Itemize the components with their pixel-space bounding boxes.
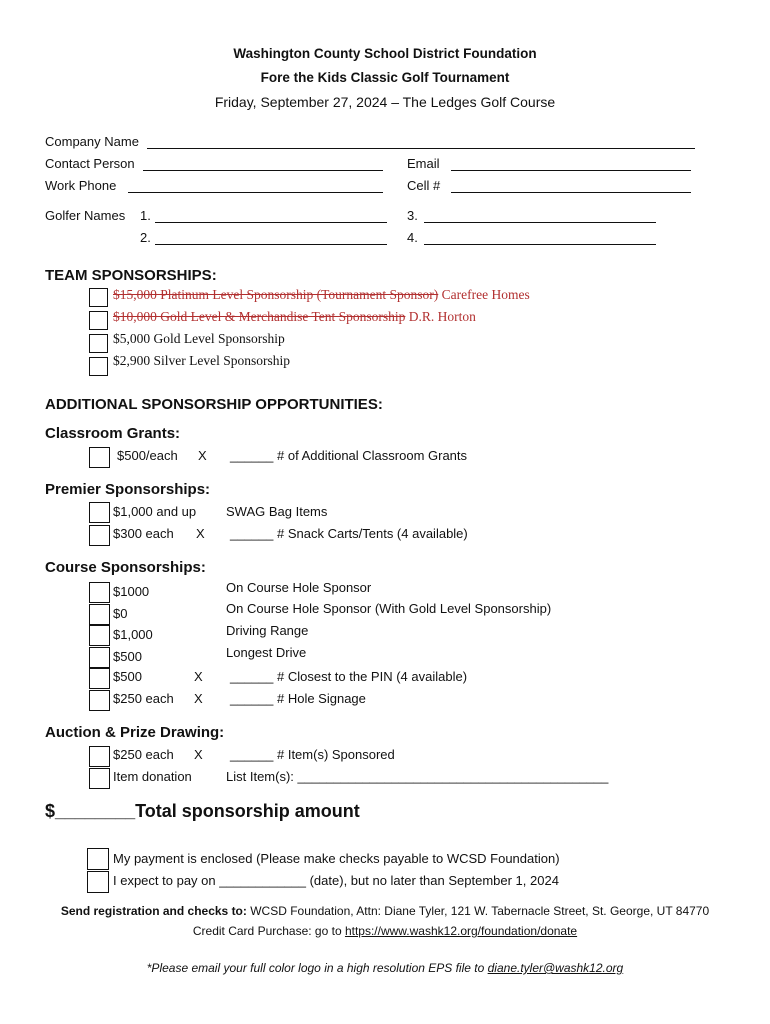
driving-range-desc: Driving Range [226, 623, 309, 638]
company-name-field[interactable] [147, 148, 695, 149]
longest-drive-desc: Longest Drive [226, 645, 307, 660]
hole-signage-x: X [194, 691, 203, 706]
closest-pin-price: $500 [113, 669, 142, 684]
cell-field[interactable] [451, 192, 691, 193]
team-sponsorships-heading: TEAM SPONSORSHIPS: [45, 267, 217, 284]
golfer-2-field[interactable] [155, 244, 387, 245]
swag-price: $1,000 and up [113, 504, 197, 519]
hole-sponsor-gold-price: $0 [113, 606, 128, 621]
golfer-4-number: 4. [407, 230, 418, 245]
cell-label: Cell # [407, 178, 441, 193]
golfer-4-field[interactable] [424, 244, 656, 245]
work-phone-field[interactable] [128, 192, 383, 193]
golfer-3-number: 3. [407, 208, 418, 223]
team-item-2 [113, 309, 476, 325]
hole-signage-checkbox[interactable] [89, 690, 110, 711]
silver-option-text: $2,900 Silver Level Sponsorship [113, 353, 290, 368]
snack-cart-x: X [196, 526, 205, 541]
company-name-label: Company Name [45, 134, 139, 149]
pay-later-text: I expect to pay on ____________ (date), but no later than September 1, 2024 [113, 873, 559, 888]
work-phone-label: Work Phone [45, 178, 117, 193]
swag-checkbox[interactable] [89, 502, 110, 523]
hole-sponsor-price: $1000 [113, 584, 150, 599]
closest-pin-x: X [194, 669, 203, 684]
item-donation-list: List Item(s): ___________________________________________ [226, 769, 609, 784]
classroom-x: X [198, 448, 207, 463]
classroom-heading: Classroom Grants: [45, 425, 181, 442]
logo-note: *Please email your full color logo in a high resolution EPS file to [146, 961, 488, 975]
classroom-price: $500/each [117, 448, 178, 463]
hole-sponsor-gold-checkbox[interactable] [89, 604, 110, 625]
platinum-option-text: $15,000 Platinum Level Sponsorship (Tournament Sponsor) [113, 287, 439, 302]
email-field[interactable] [451, 170, 691, 171]
golfer-1-field[interactable] [155, 222, 387, 223]
gold-merch-sponsor-name: D.R. Horton [408, 309, 476, 324]
send-registration-line [0, 904, 770, 918]
item-donation-checkbox[interactable] [89, 768, 110, 789]
classroom-desc: ______ # of Additional Classroom Grants [230, 448, 468, 463]
golfer-3-field[interactable] [424, 222, 656, 223]
platinum-checkbox[interactable] [89, 288, 108, 307]
gold-option-text: $5,000 Gold Level Sponsorship [113, 331, 285, 346]
longest-drive-price: $500 [113, 649, 142, 664]
auction-sponsor-price: $250 each [113, 747, 174, 762]
send-address: WCSD Foundation, Attn: Diane Tyler, 121 W. Tabernacle Street, St. George, UT 84770 [246, 904, 710, 918]
golfer-2-number: 2. [140, 230, 151, 245]
email-label: Email [407, 156, 440, 171]
credit-card-label: Credit Card Purchase: go to [192, 924, 345, 938]
send-label: Send registration and checks to: [60, 904, 247, 918]
additional-heading: ADDITIONAL SPONSORSHIP OPPORTUNITIES: [45, 396, 383, 413]
total-sponsorship-amount: $________Total sponsorship amount [45, 801, 360, 821]
longest-drive-checkbox[interactable] [89, 647, 110, 668]
pay-later-checkbox[interactable] [87, 871, 109, 893]
golfer-names-label: Golfer Names [45, 208, 126, 223]
classroom-checkbox[interactable] [89, 447, 110, 468]
hole-sponsor-checkbox[interactable] [89, 582, 110, 603]
snack-cart-price: $300 each [113, 526, 174, 541]
credit-card-line [0, 924, 770, 938]
donate-link[interactable]: https://www.washk12.org/foundation/donate [344, 924, 578, 938]
payment-enclosed-checkbox[interactable] [87, 848, 109, 870]
closest-pin-desc: ______ # Closest to the PIN (4 available) [230, 669, 468, 684]
course-heading: Course Sponsorships: [45, 559, 206, 576]
hole-sponsor-desc: On Course Hole Sponsor [226, 580, 372, 595]
gold-merch-checkbox[interactable] [89, 311, 108, 330]
payment-enclosed-text: My payment is enclosed (Please make checks payable to WCSD Foundation) [113, 851, 560, 866]
auction-sponsor-checkbox[interactable] [89, 746, 110, 767]
silver-checkbox[interactable] [89, 357, 108, 376]
hole-sponsor-gold-desc: On Course Hole Sponsor (With Gold Level Sponsorship) [226, 601, 552, 616]
snack-cart-checkbox[interactable] [89, 525, 110, 546]
hole-signage-price: $250 each [113, 691, 174, 706]
driving-range-price: $1,000 [113, 627, 153, 642]
premier-heading: Premier Sponsorships: [45, 481, 211, 498]
auction-heading: Auction & Prize Drawing: [45, 724, 225, 741]
driving-range-checkbox[interactable] [89, 625, 110, 646]
contact-person-label: Contact Person [45, 156, 135, 171]
auction-sponsor-desc: ______ # Item(s) Sponsored [230, 747, 395, 762]
closest-pin-checkbox[interactable] [89, 668, 110, 689]
gold-checkbox[interactable] [89, 334, 108, 353]
email-link[interactable]: diane.tyler@washk12.org [487, 961, 624, 975]
item-donation-label: Item donation [113, 769, 192, 784]
team-item-1 [113, 287, 530, 303]
swag-desc: SWAG Bag Items [226, 504, 328, 519]
contact-person-field[interactable] [143, 170, 383, 171]
org-title: Washington County School District Foundation [233, 46, 537, 61]
event-date-location: Friday, September 27, 2024 – The Ledges Golf Course [214, 94, 556, 110]
auction-sponsor-x: X [194, 747, 203, 762]
gold-merch-option-text: $10,000 Gold Level & Merchandise Tent Sponsorship [113, 309, 406, 324]
golfer-1-number: 1. [140, 208, 151, 223]
event-title: Fore the Kids Classic Golf Tournament [260, 70, 510, 85]
snack-cart-desc: ______ # Snack Carts/Tents (4 available) [230, 526, 468, 541]
hole-signage-desc: ______ # Hole Signage [230, 691, 366, 706]
platinum-sponsor-name: Carefree Homes [441, 287, 530, 302]
logo-note-line [0, 961, 770, 975]
